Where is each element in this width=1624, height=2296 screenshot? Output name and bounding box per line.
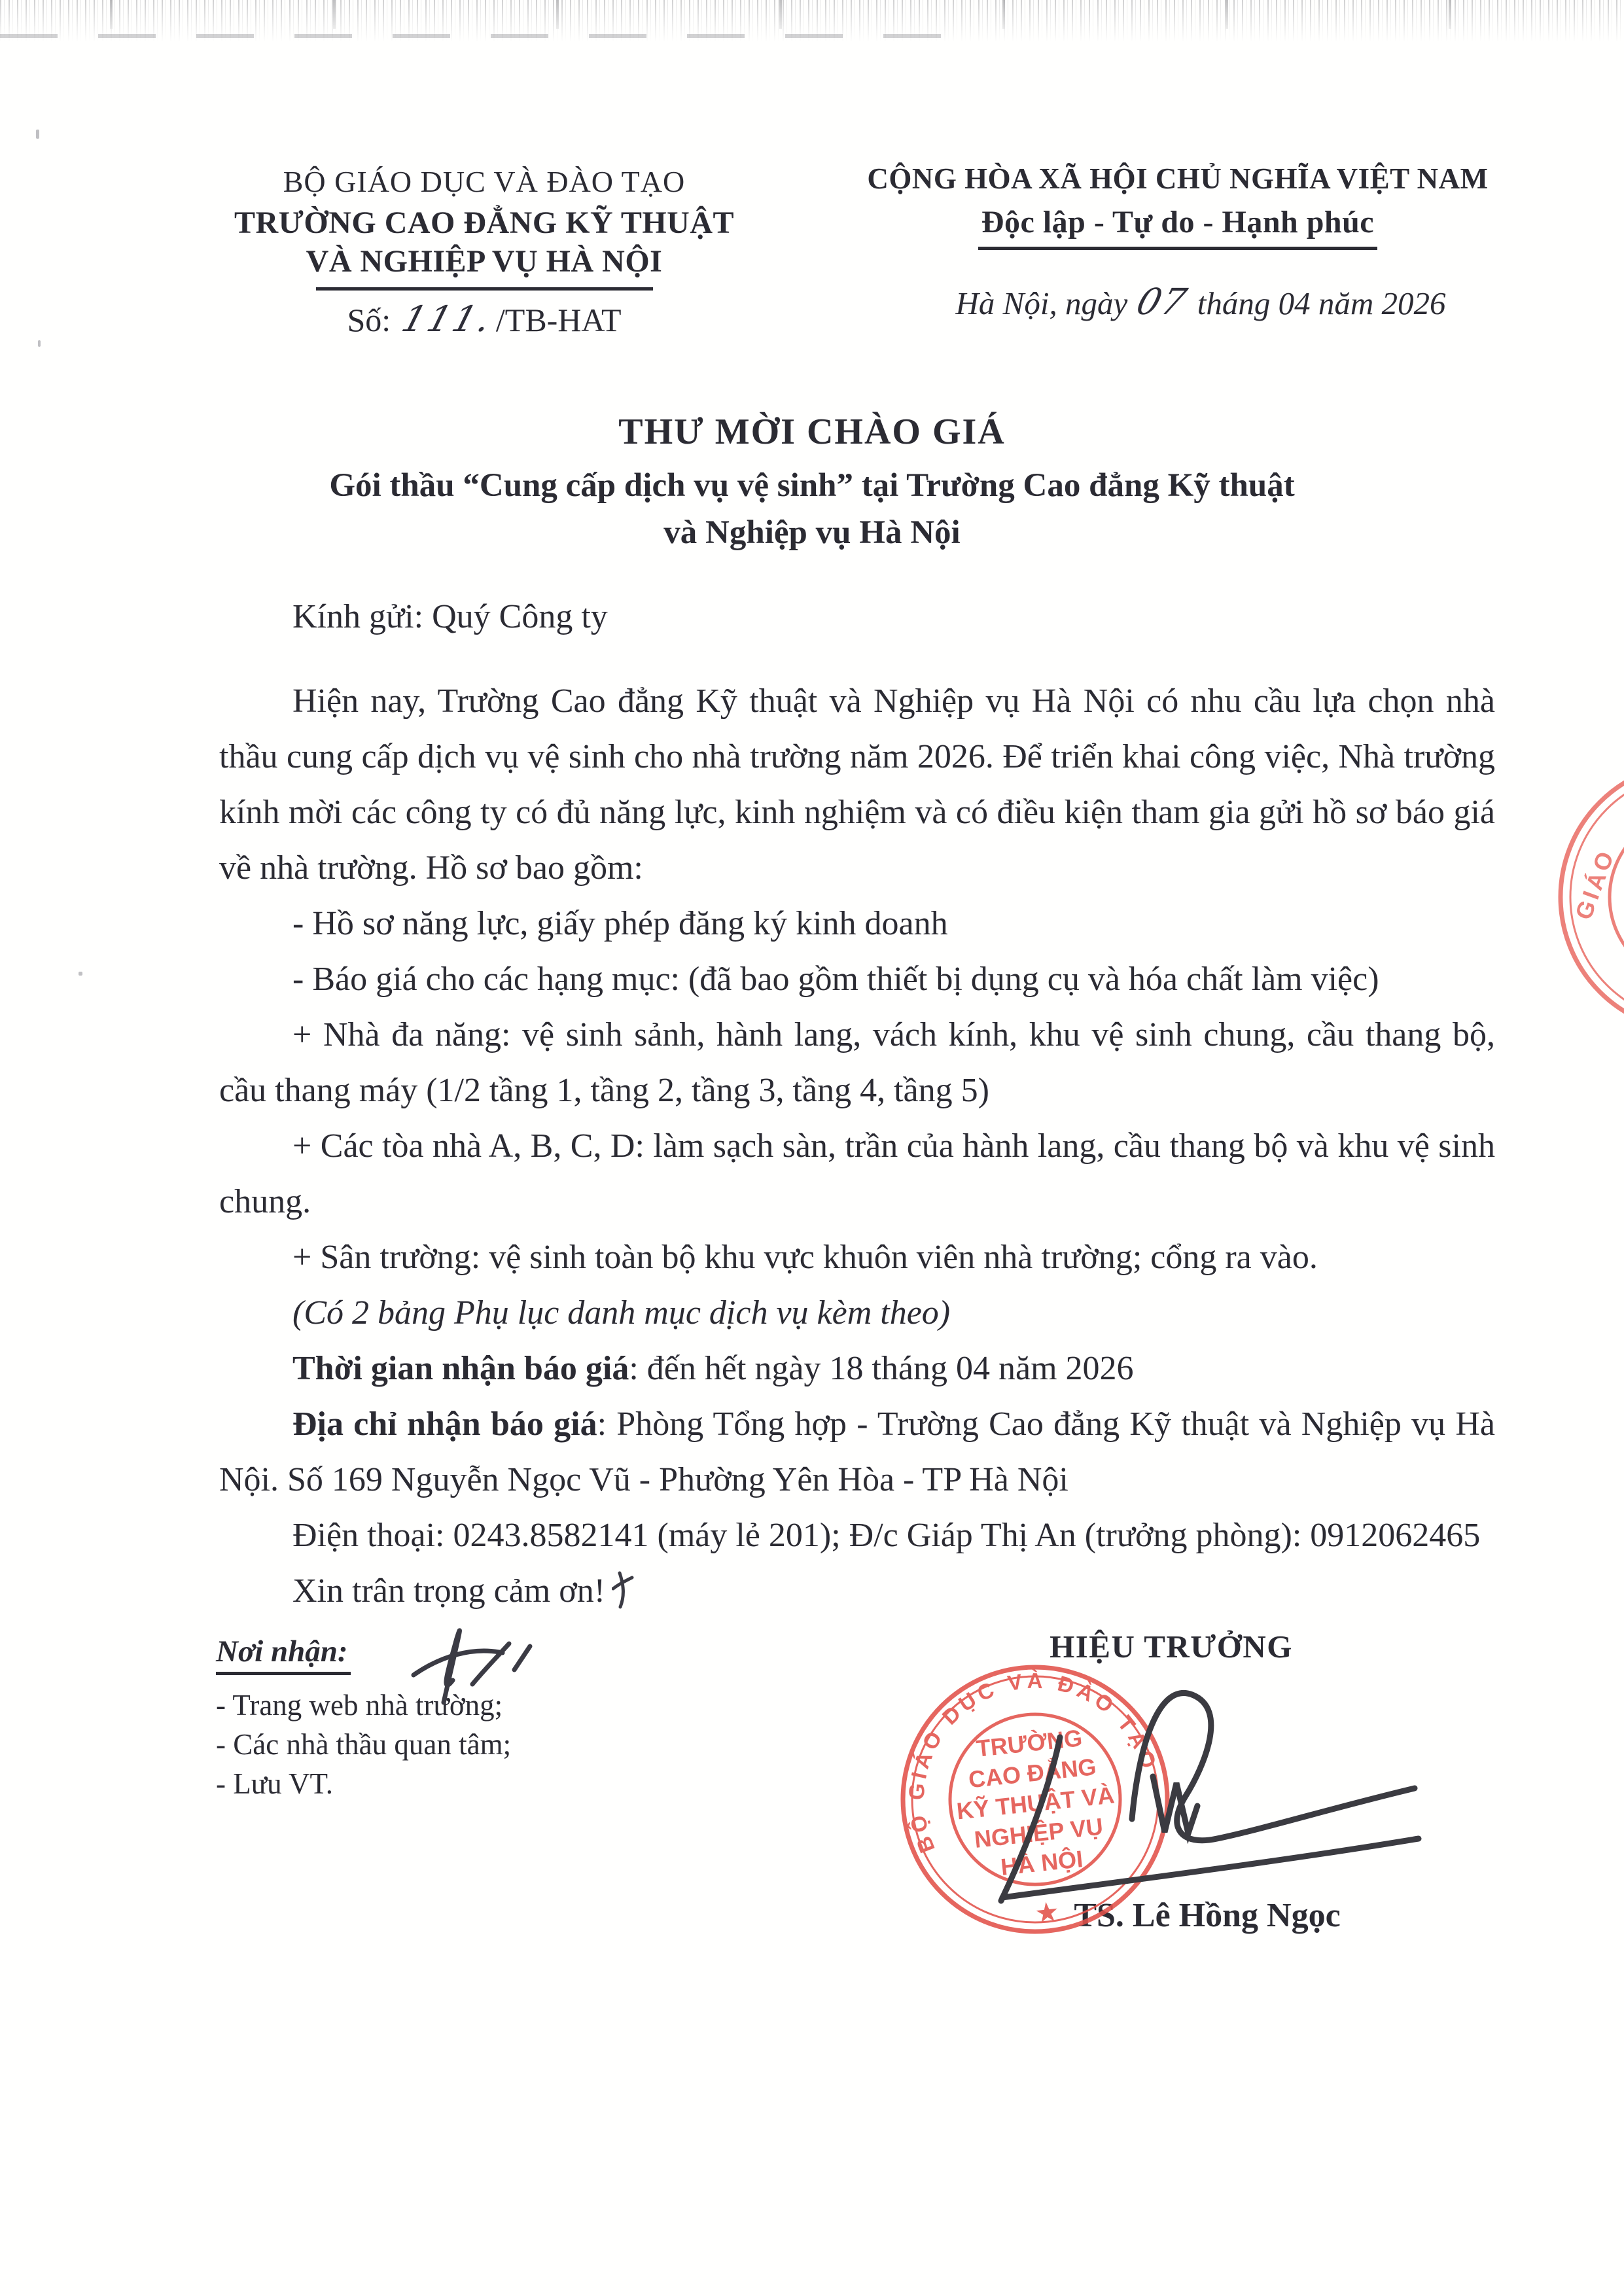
signature <box>981 1669 1439 1930</box>
document-title-block <box>0 411 1624 556</box>
deadline-line <box>219 1341 1495 1396</box>
partial-stamp-inner-ring <box>1610 812 1624 982</box>
issuer-block <box>164 165 805 339</box>
school-name-line1: TRƯỜNG CAO ĐẲNG KỸ THUẬT <box>234 205 735 240</box>
subject-line-1: Gói thầu “Cung cấp dịch vụ vệ sinh” tại Trường Cao đẳng Kỹ thuật <box>329 467 1295 504</box>
recipients-label: Nơi nhận: <box>216 1634 351 1675</box>
address-text: : Phòng Tổng hợp - Trường Cao đẳng Kỹ thuật và Nghiệp vụ Hà Nội. Số 169 Nguyễn Ngọc Vũ - Phường Yên Hòa - TP Hà Nội <box>219 1405 1495 1498</box>
signer-name: TS. Lê Hồng Ngọc <box>1074 1897 1341 1934</box>
handwritten-document-number: 111. <box>397 298 499 340</box>
document-title: THƯ MỜI CHÀO GIÁ <box>618 412 1006 452</box>
list-item: - Hồ sơ năng lực, giấy phép đăng ký kinh doanh <box>292 905 948 942</box>
date-suffix: tháng 04 năm 2026 <box>1197 285 1446 321</box>
recipient-item: - Các nhà thầu quan tâm; <box>216 1728 512 1761</box>
stamp-inner-line: HÀ NỘI <box>999 1845 1084 1881</box>
list-item: + Sân trường: vệ sinh toàn bộ khu vực khuôn viên nhà trường; cổng ra vào. <box>292 1239 1318 1276</box>
letter-body <box>219 589 1495 1619</box>
deadline-text: : đến hết ngày 18 tháng 04 năm 2026 <box>629 1350 1134 1387</box>
date-prefix: Hà Nội, ngày <box>955 285 1128 321</box>
handwritten-tick-mark <box>612 1569 634 1611</box>
salutation: Kính gửi: Quý Công ty <box>292 598 608 635</box>
closing-text: Xin trân trọng cảm ơn! <box>292 1572 606 1610</box>
national-title: CỘNG HÒA XÃ HỘI CHỦ NGHĨA VIỆT NAM <box>867 162 1489 195</box>
signature-stroke <box>1002 1839 1419 1898</box>
stamp-inner-line: NGHIỆP VỤ <box>973 1812 1104 1853</box>
document-number-line <box>164 300 805 339</box>
list-item: + Các tòa nhà A, B, C, D: làm sạch sàn, trần của hành lang, cầu thang bộ và khu vệ sinh chung. <box>219 1127 1495 1220</box>
deadline-label: Thời gian nhận báo giá <box>292 1350 629 1387</box>
stamp-ring-text: BỘ GIÁO DỤC VÀ ĐÀO TẠO <box>904 1668 1163 1857</box>
document-number-label: Số: <box>347 302 391 339</box>
stamp-star-icon: ★ <box>1033 1896 1061 1929</box>
recipient-item: - Lưu VT. <box>216 1767 333 1800</box>
phone-line: Điện thoại: 0243.8582141 (máy lẻ 201); Đ/c Giáp Thị An (trưởng phòng): 0912062465 <box>292 1517 1481 1554</box>
handwritten-paraph <box>393 1604 543 1716</box>
signer-title: HIỆU TRƯỞNG <box>1050 1629 1293 1665</box>
scan-noise-dashes <box>0 34 968 38</box>
document-number-suffix: /TB-HAT <box>495 302 622 339</box>
issuer-underline <box>316 287 653 291</box>
stamp-inner-line: CAO ĐẲNG <box>967 1753 1098 1793</box>
recipient-item: - Trang web nhà trường; <box>216 1689 503 1722</box>
partial-stamp <box>1539 746 1624 1060</box>
national-header-block <box>831 162 1525 323</box>
stamp-inner-line: TRƯỜNG <box>974 1724 1084 1762</box>
signature-stroke <box>1132 1693 1415 1840</box>
scan-speck <box>79 972 82 976</box>
scan-speck <box>36 130 39 139</box>
subject-line-2: và Nghiệp vụ Hà Nội <box>663 514 961 551</box>
place-date-line <box>831 281 1525 323</box>
national-motto: Độc lập - Tự do - Hạnh phúc <box>981 204 1375 239</box>
list-item: - Báo giá cho các hạng mục: (đã bao gồm thiết bị dụng cụ và hóa chất làm việc) <box>292 961 1379 998</box>
appendix-note: (Có 2 bảng Phụ lục danh mục dịch vụ kèm theo) <box>292 1294 951 1332</box>
document-subject <box>0 462 1624 556</box>
list-item: + Nhà đa năng: vệ sinh sảnh, hành lang, vách kính, khu vệ sinh chung, cầu thang bộ, cầu thang máy (1/2 tầng 1, tầng 2, tầng 3, tầng 4, tầng 5) <box>219 1016 1495 1109</box>
school-name-line2: VÀ NGHIỆP VỤ HÀ NỘI <box>306 244 663 279</box>
intro-paragraph: Hiện nay, Trường Cao đẳng Kỹ thuật và Nghiệp vụ Hà Nội có nhu cầu lựa chọn nhà thầu cung cấp dịch vụ vệ sinh cho nhà trường năm 2026. Để triển khai công việc, Nhà trường kính mời các công ty có đủ năng lực, kinh nghiệm và có điều kiện tham gia gửi hồ sơ báo giá về nhà trường. Hồ sơ bao gồm: <box>219 682 1495 887</box>
address-label: Địa chỉ nhận báo giá <box>292 1405 597 1443</box>
ministry-name: BỘ GIÁO DỤC VÀ ĐÀO TẠO <box>283 165 686 198</box>
signature-stroke <box>1001 1737 1060 1901</box>
scan-speck <box>38 340 41 347</box>
stamp-inner-line: KỸ THUẬT VÀ <box>955 1781 1116 1825</box>
motto-underline <box>978 247 1377 250</box>
partial-stamp-text: GIÁO <box>1569 845 1620 923</box>
handwritten-day: 07 <box>1132 280 1193 323</box>
address-line <box>219 1396 1495 1508</box>
